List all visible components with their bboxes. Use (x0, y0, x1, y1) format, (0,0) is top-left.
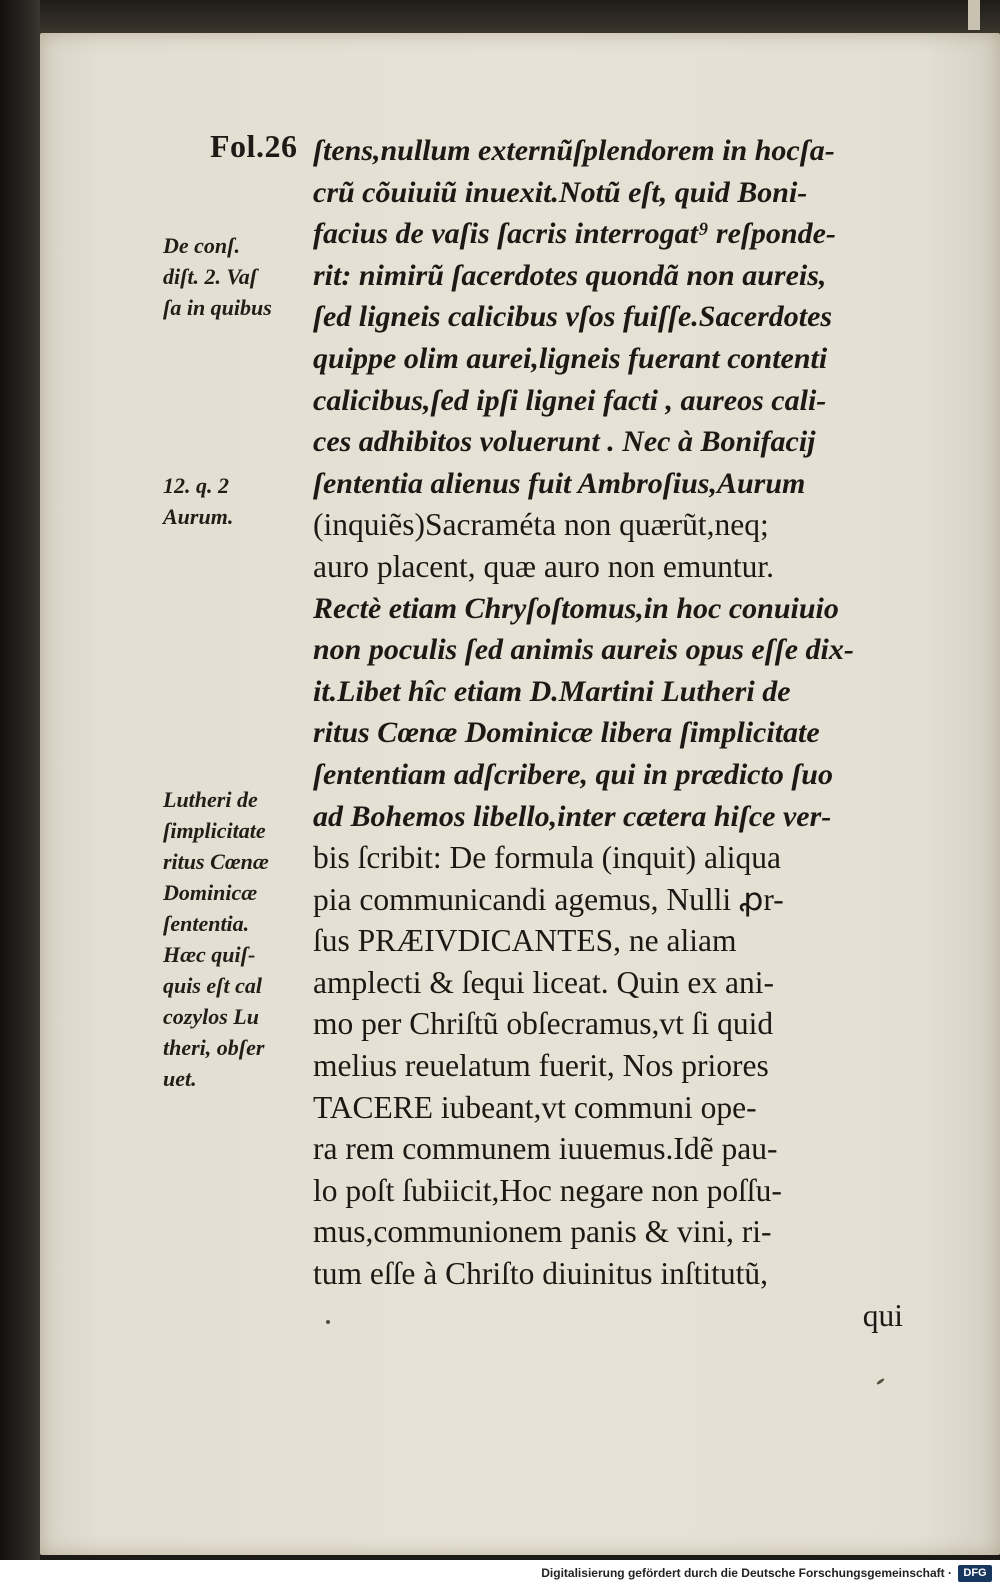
margin-note-line: Dominicæ (163, 880, 258, 905)
text-line: ad Bohemos libello,inter cætera hiſce ver- (313, 799, 832, 833)
margin-note-line: ſimplicitate (163, 818, 266, 843)
margin-note-line: theri, obſer (163, 1035, 265, 1060)
text-line: (inquiẽs)Sacraméta non quærũt,neq; (313, 507, 769, 543)
text-line: tum eſſe à Chriſto diuinitus inſtitutũ, (313, 1256, 768, 1292)
margin-note-line: Lutheri de (163, 787, 258, 812)
margin-note-aurum (163, 470, 233, 532)
text-line: Rectè etiam Chryſoſtomus,in hoc conuiuio (313, 591, 839, 625)
ink-speck (326, 1320, 330, 1324)
margin-note-line: Aurum. (163, 504, 234, 529)
text-line: it.Libet hîc etiam D.Martini Lutheri de (313, 674, 791, 708)
text-line: calicibus,ſed ipſi lignei facti , aureos cali- (313, 383, 827, 417)
book-gutter (0, 0, 40, 1560)
footer-credit: Digitalisierung gefördert durch die Deutsche Forschungsgemeinschaft · (541, 1566, 952, 1580)
margin-note-line: 12. q. 2 (163, 473, 229, 498)
text-line: TACERE iubeant,vt communi ope- (313, 1089, 757, 1125)
margin-note-line: De conſ. (163, 233, 240, 258)
digitization-footer (0, 1560, 1000, 1589)
text-line: ces adhibitos voluerunt . Nec à Bonifacij (313, 425, 816, 459)
margin-note-lutheri (163, 784, 269, 1094)
margin-note-line: ſententia. (163, 911, 250, 936)
text-line: ſententiam adſcribere, qui in prædicto ſuo (313, 757, 833, 791)
text-line: ſtens,nullum externũſplendorem in hocſa- (313, 134, 835, 167)
text-line: pia communicandi agemus, Nulli ꝓr- (313, 881, 784, 917)
margin-note-line: ſa in quibus (163, 295, 272, 320)
folio-number: Fol.26 (210, 128, 298, 164)
text-line: mo per Chriſtũ obſecramus,vt ſi quid (313, 1006, 774, 1042)
text-line: non poculis ſed animis aureis opus eſſe dix- (313, 633, 854, 667)
page-edge-mark (968, 0, 980, 30)
text-line: bis ſcribit: De formula (inquit) aliqua (313, 840, 782, 876)
dfg-logo: DFG (958, 1565, 992, 1582)
margin-note-line: cozylos Lu (163, 1004, 259, 1029)
scan-top-edge (40, 0, 1000, 33)
text-line: mus,communionem panis & vini, ri- (313, 1214, 772, 1250)
margin-note-line: Hæc quiſ- (163, 942, 256, 967)
text-line: ritus Cœnæ Dominicæ libera ſimplicitate (313, 716, 820, 750)
text-line: ra rem communem iuuemus.Idẽ pau- (313, 1131, 778, 1167)
text-line: melius reuelatum fuerit, Nos priores (313, 1048, 769, 1084)
catchword: qui (862, 1297, 903, 1333)
margin-note-de-consecratione (163, 230, 272, 323)
margin-note-line: uet. (163, 1066, 197, 1091)
margin-note-line: ritus Cœnæ (163, 849, 269, 874)
text-line: ſus PRÆIVDICANTES, ne aliam (313, 923, 737, 959)
text-line: lo poſt ſubiicit,Hoc negare non poſſu- (313, 1172, 782, 1208)
text-line: ſed ligneis calicibus vſos fuiſſe.Sacerdotes (313, 300, 833, 334)
text-line: crũ cõuiuiũ inuexit.Notũ eſt, quid Boni- (313, 175, 808, 209)
text-line: facius de vaſis ſacris interrogat⁹ reſponde- (313, 217, 836, 251)
margin-note-line: quis eſt cal (163, 973, 262, 998)
text-line: ſententia alienus fuit Ambroſius,Aurum (313, 466, 806, 500)
body-text (313, 130, 903, 1336)
text-line: auro placent, quæ auro non emuntur. (313, 548, 775, 584)
text-line: rit: nimirũ ſacerdotes quondã non aureis, (313, 258, 827, 292)
text-line: quippe olim aurei,ligneis fuerant contenti (313, 341, 828, 375)
margin-note-line: diſt. 2. Vaſ (163, 264, 258, 289)
text-line: amplecti & ſequi liceat. Quin ex ani- (313, 964, 774, 1000)
